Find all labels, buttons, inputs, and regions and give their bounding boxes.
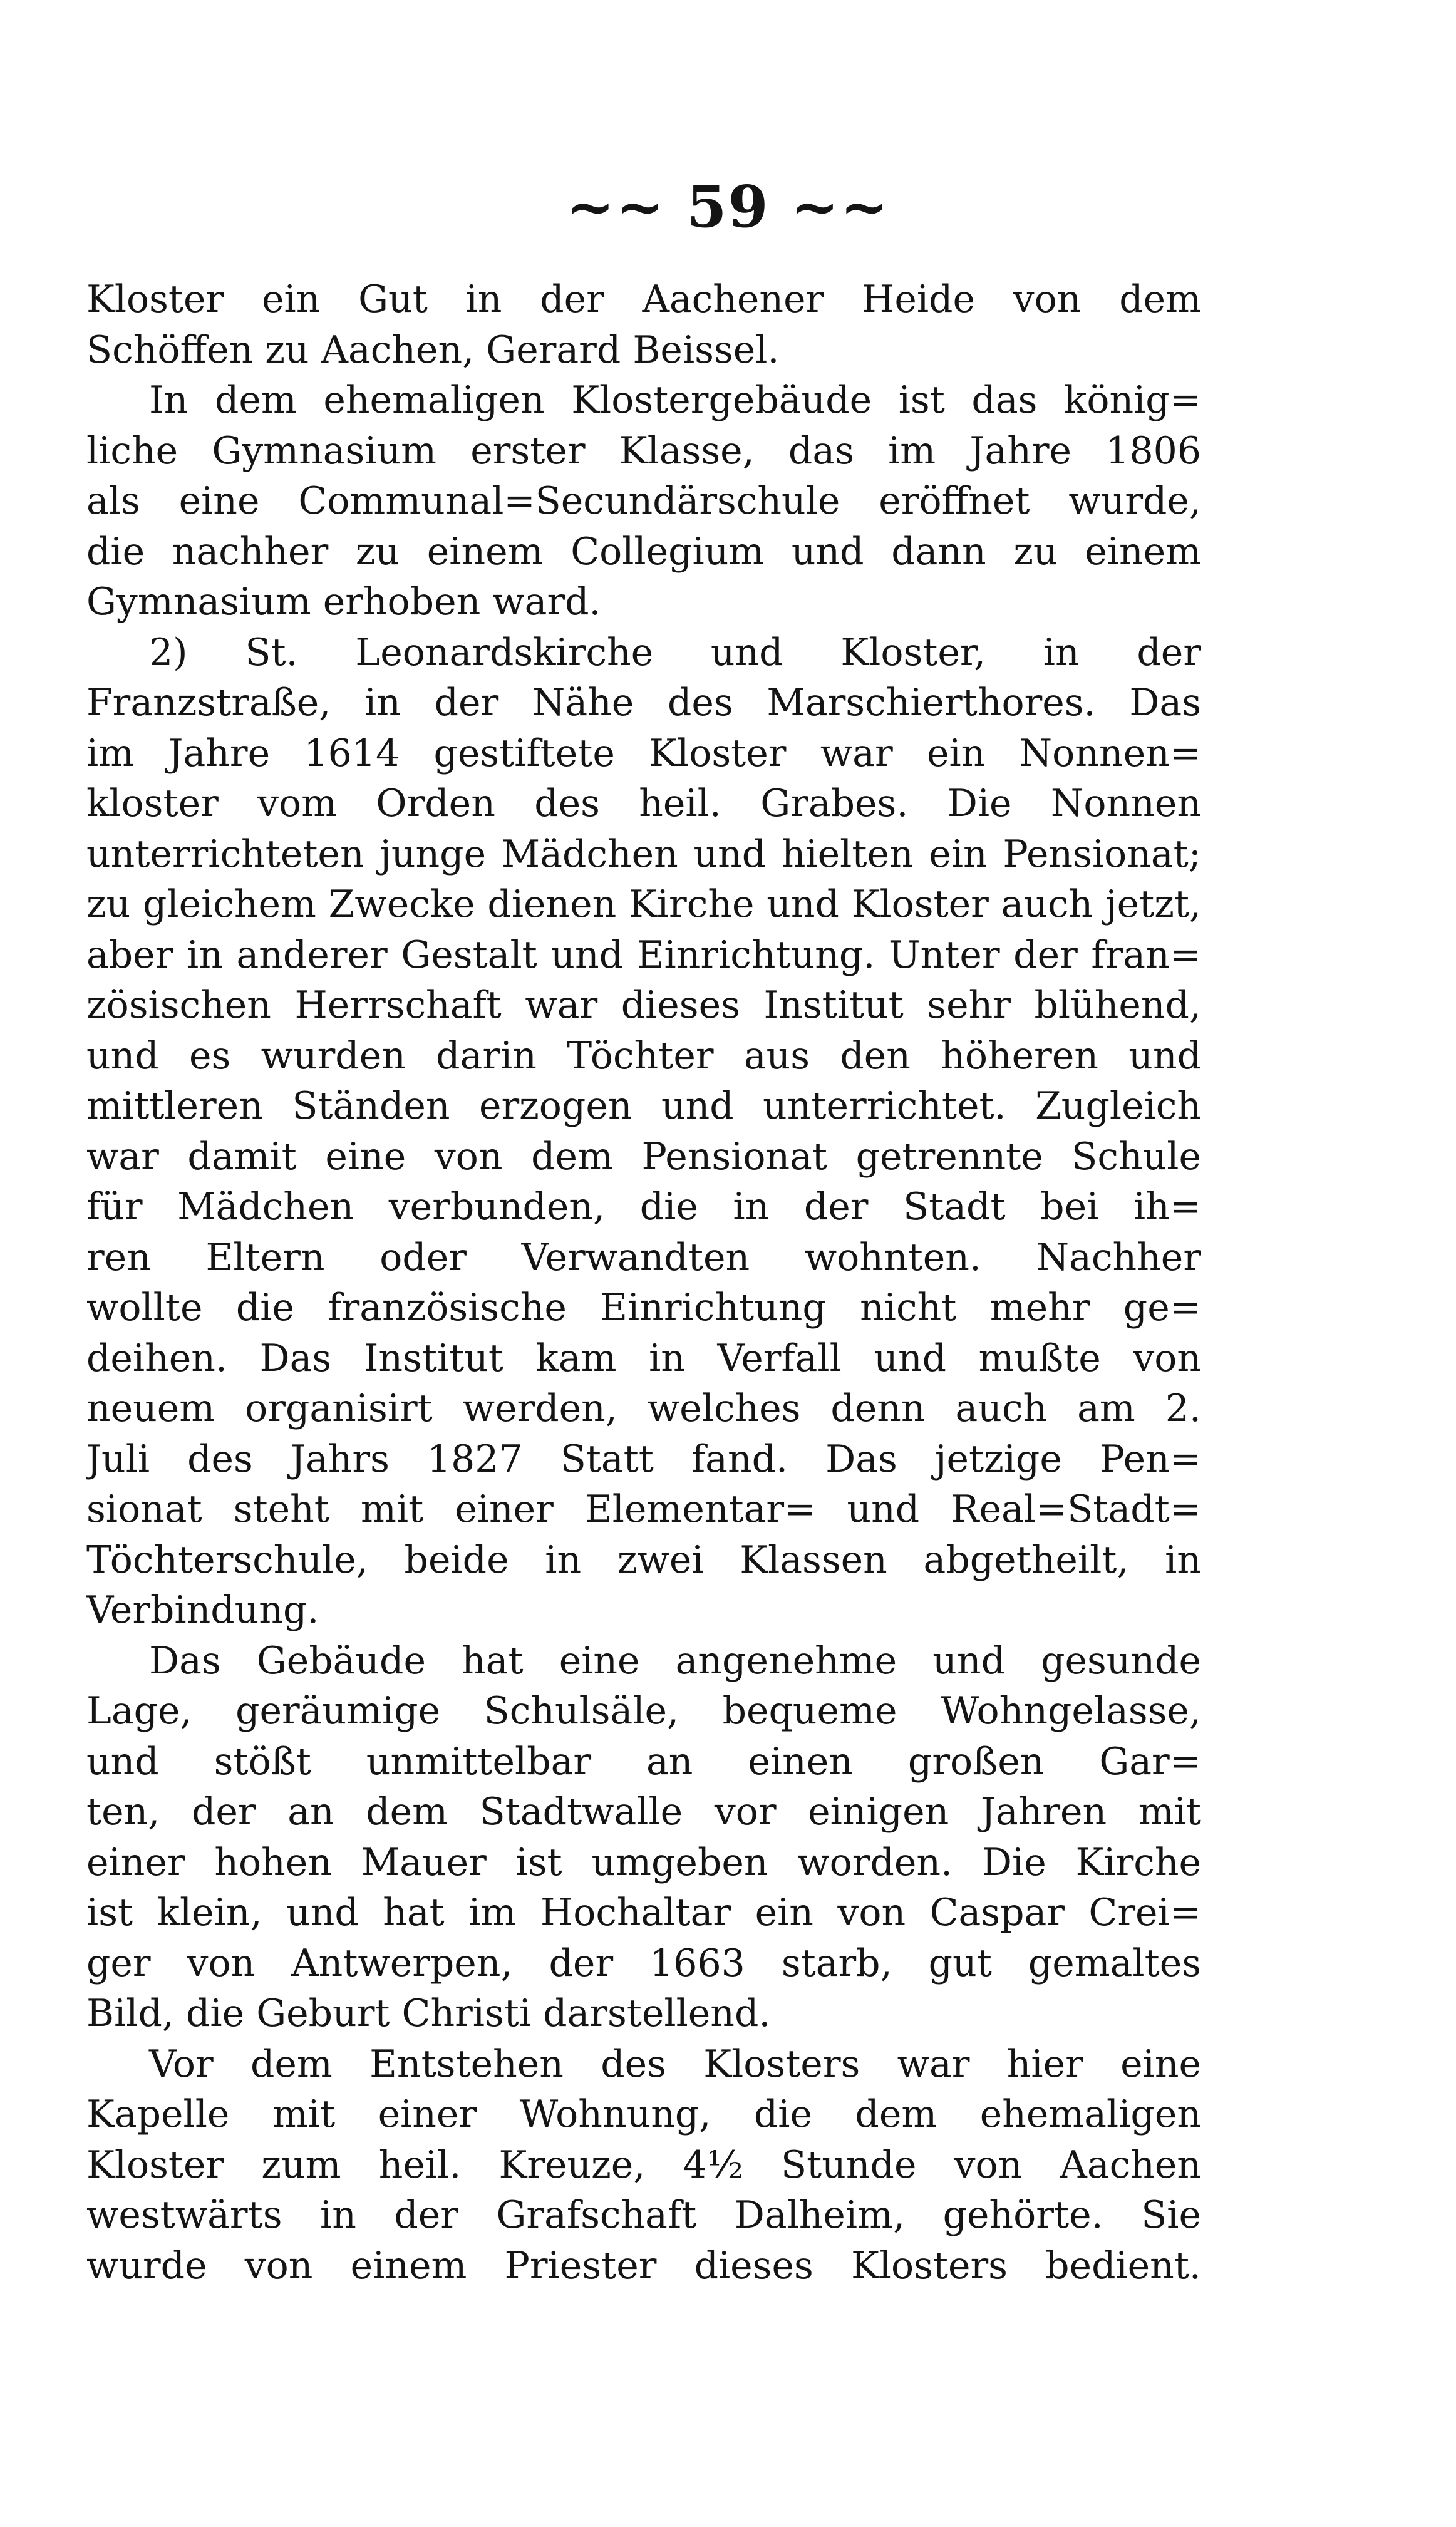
text-line: sionat steht mit einer Elementar= und Real=Stadt= (86, 1487, 1201, 1531)
text-line: als eine Communal=Secundärschule eröffnet wurde, (86, 479, 1201, 523)
text-line: zösischen Herrschaft war dieses Institut sehr blühend, (86, 983, 1201, 1027)
text-line: ger von Antwerpen, der 1663 starb, gut gemaltes (86, 1941, 1201, 1985)
text-line: Gymnasium erhoben ward. (86, 580, 601, 624)
text-line: unterrichteten junge Mädchen und hielten ein Pensionat; (86, 832, 1201, 876)
text-line: für Mädchen verbunden, die in der Stadt bei ih= (86, 1185, 1201, 1229)
text-line: Das Gebäude hat eine angenehme und gesunde (149, 1638, 1201, 1683)
text-line: zu gleichem Zwecke dienen Kirche und Kloster auch jetzt, (86, 882, 1201, 926)
text-line: Schöffen zu Aachen, Gerard Beissel. (86, 328, 780, 372)
text-line: aber in anderer Gestalt und Einrichtung. Unter der fran= (86, 933, 1201, 977)
text-line: Kloster zum heil. Kreuze, 4½ Stunde von Aachen (86, 2142, 1201, 2187)
text-line: ten, der an dem Stadtwalle vor einigen Jahren mit (86, 1790, 1201, 1834)
text-line: Kapelle mit einer Wohnung, die dem ehemaligen (86, 2092, 1201, 2136)
text-line: Töchterschule, beide in zwei Klassen abgetheilt, in (86, 1537, 1201, 1582)
text-line: Verbindung. (86, 1588, 319, 1632)
text-line: ist klein, und hat im Hochaltar ein von Caspar Crei= (86, 1891, 1201, 1935)
text-line: war damit eine von dem Pensionat getrennte Schule (86, 1134, 1201, 1179)
text-line: kloster vom Orden des heil. Grabes. Die Nonnen (86, 782, 1201, 825)
text-line: Lage, geräumige Schulsäle, bequeme Wohngelasse, (86, 1689, 1201, 1733)
text-line: Bild, die Geburt Christi darstellend. (86, 1992, 771, 2035)
text-line: wurde von einem Priester dieses Klosters bedient. (86, 2243, 1201, 2288)
text-line: und stößt unmittelbar an einen großen Gar= (86, 1739, 1201, 1784)
text-line: einer hohen Mauer ist umgeben worden. Die Kirche (86, 1840, 1201, 1884)
text-line: die nachher zu einem Collegium und dann zu einem (86, 529, 1201, 574)
text-line: liche Gymnasium erster Klasse, das im Jahre 1806 (86, 428, 1201, 473)
text-line: Juli des Jahrs 1827 Statt fand. Das jetzige Pen= (86, 1437, 1201, 1481)
text-line: Kloster ein Gut in der Aachener Heide von dem (86, 277, 1201, 321)
text-line: wollte die französische Einrichtung nicht mehr ge= (86, 1286, 1201, 1330)
text-line: mittleren Ständen erzogen und unterrichtet. Zugleich (86, 1084, 1201, 1128)
text-line: Vor dem Entstehen des Klosters war hier eine (149, 2042, 1201, 2086)
text-line: 2) St. Leonardskirche und Kloster, in der (149, 630, 1201, 674)
text-line: deihen. Das Institut kam in Verfall und mußte von (86, 1336, 1201, 1380)
text-line: und es wurden darin Töchter aus den höheren und (86, 1033, 1201, 1078)
body-text (86, 274, 1201, 2291)
page-number: ~~ 59 ~~ (566, 173, 890, 240)
text-line: neuem organisirt werden, welches denn auch am 2. (86, 1387, 1201, 1430)
text-line: ren Eltern oder Verwandten wohnten. Nachher (86, 1235, 1201, 1279)
text-line: westwärts in der Grafschaft Dalheim, gehörte. Sie (86, 2193, 1201, 2237)
text-line: im Jahre 1614 gestiftete Kloster war ein Nonnen= (86, 731, 1201, 775)
text-line: In dem ehemaligen Klostergebäude ist das könig= (149, 378, 1201, 422)
text-line: Franzstraße, in der Nähe des Marschierthores. Das (86, 681, 1201, 725)
